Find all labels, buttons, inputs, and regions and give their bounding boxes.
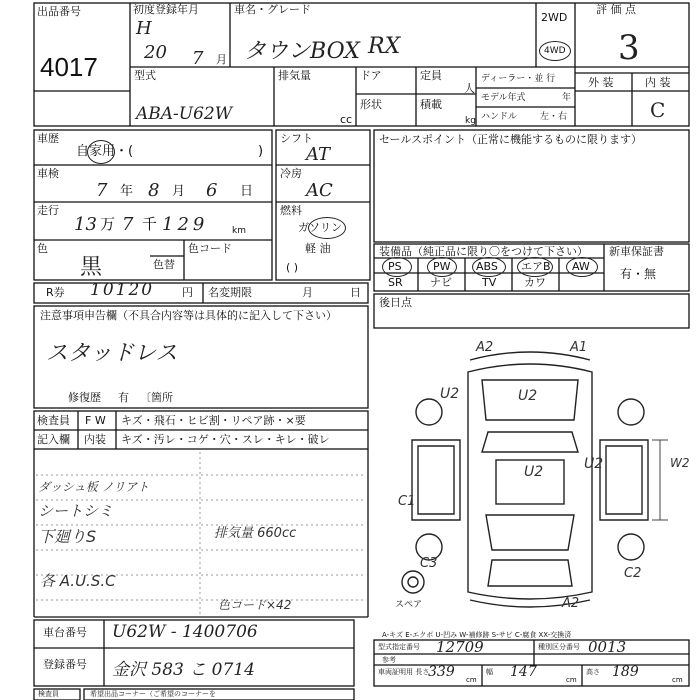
displacement-label: 排気量 [278, 69, 311, 82]
inspection-year: 7 [96, 180, 108, 201]
warranty-value: 有・無 [620, 267, 657, 281]
note-line-4: 各 A.U.S.C [40, 572, 116, 590]
model-year-label: モデル年式 [481, 93, 526, 103]
equipment-sr: SR [388, 276, 403, 289]
deadline-day: 日 [350, 286, 361, 299]
damage-legend: A-キズ E-エクボ U-凹み W-補修跡 S-サビ C-腐食 XX-交換済 [382, 631, 572, 639]
equipment-tv: TV [482, 276, 497, 289]
first-reg-label: 初度登録年月 [133, 3, 199, 16]
mileage-man: 13 [74, 214, 97, 235]
year-unit: 年 [562, 93, 572, 103]
sales-point-label: セールスポイント（正常に機能するものに限ります） [379, 133, 643, 146]
model-cert-label: 型式指定番号 [378, 643, 420, 651]
dealer-label: ディーラー・並 行 [481, 74, 556, 84]
mileage-label: 走行 [37, 204, 59, 217]
handle-value: 左・右 [540, 112, 568, 122]
inspector-label: 検査員 [37, 414, 70, 427]
equipment-pw: PW [433, 260, 451, 273]
mark-c1: C1 [398, 494, 416, 509]
color-code-note: 色コード×42 [218, 598, 292, 612]
new-warranty-label: 新車保証書 [609, 245, 664, 258]
plate-label: 登録番号 [43, 658, 87, 671]
exterior-label: 外 装 [588, 76, 614, 89]
inspector-fw-text: キズ・飛石・ヒビ割・リペア跡・×要 [121, 414, 306, 427]
deadline-month: 月 [302, 286, 313, 299]
reg-year: 20 [144, 42, 167, 63]
mileage-km: km [232, 226, 246, 236]
load-label: 積載 [420, 98, 442, 111]
width-value: 147 [510, 664, 537, 680]
mileage-sen-unit: 千 [142, 215, 158, 233]
inspection-day: 6 [206, 180, 218, 201]
mileage-rest: 129 [162, 214, 209, 235]
car-name-label: 車名・グレード [234, 3, 311, 16]
width-label: 幅 [486, 668, 493, 676]
history-label: 車歴 [37, 132, 59, 145]
recycle-label: R券 [46, 286, 65, 299]
rating: 3 [618, 28, 640, 68]
inspector-fw: F W [85, 414, 106, 427]
color-code-label: 色コード [188, 242, 232, 255]
interior-label: 内 装 [645, 76, 671, 89]
inspector-interior: 内装 [84, 433, 106, 446]
footer-label: 検査員 [38, 690, 59, 698]
footer-text: 希望出品コーナー（ご希望のコーナーを [90, 690, 216, 698]
aircon-value: AC [306, 180, 333, 201]
fuel-paren: ( ) [286, 261, 299, 274]
mark-u2-front-left: U2 [440, 386, 460, 402]
chassis-value: U62W - 1400706 [112, 622, 258, 642]
fuel-gasoline-circle [308, 217, 346, 239]
shift-value: AT [306, 144, 331, 165]
reg-month: 7 [192, 48, 204, 69]
fuel-diesel: 軽 油 [305, 242, 331, 255]
recycle-value: 10120 [90, 280, 155, 300]
mark-w2: W2 [670, 456, 690, 470]
displacement-note: 排気量 660cc [214, 526, 297, 541]
history-close: ) [258, 144, 264, 159]
recycle-yen: 円 [182, 286, 193, 299]
width-cm: cm [566, 676, 577, 684]
equipment-ps-circle [382, 257, 412, 277]
lot-label: 出品番号 [37, 5, 81, 18]
equipment-abs: ABS [476, 260, 498, 273]
equipment-airbag-circle [517, 257, 553, 277]
chassis-label: 車台番号 [43, 626, 87, 639]
dimensions-note-label: 参考 [382, 656, 396, 664]
equipment-ps: PS [388, 260, 402, 273]
drive-4wd-circle [539, 41, 571, 61]
equipment-label: 装備品（純正品に限り〇をつけて下さい） [379, 245, 588, 258]
equipment-navi: ナビ [430, 276, 452, 289]
model-label: 型式 [134, 69, 156, 82]
aircon-label: 冷房 [280, 167, 302, 180]
shape-label: 形状 [360, 98, 382, 111]
notes-value: スタッドレス [46, 341, 178, 366]
model: ABA-U62W [136, 104, 233, 124]
length-cm: cm [466, 676, 477, 684]
inspection-label: 車検 [37, 167, 59, 180]
repair-value: 有 [118, 391, 129, 404]
door-label: ドア [360, 69, 382, 82]
equipment-leather: カワ [524, 276, 546, 289]
equipment-aw-circle [566, 257, 598, 277]
repair-location-label: 〔箇所 [140, 391, 173, 404]
shift-label: シフト [280, 132, 313, 145]
drive-4wd: 4WD [544, 46, 566, 56]
length-label: 車両証明用 長さ [378, 668, 430, 676]
rear-seat-label: 後日点 [379, 296, 412, 309]
repaint-label: 色替 [153, 258, 175, 271]
handle-label: ハンドル [481, 112, 518, 122]
equipment-abs-circle [472, 257, 506, 277]
rating-label: 評 価 点 [596, 3, 636, 16]
mark-a2-bottom: A2 [562, 596, 580, 611]
era: H [136, 18, 152, 39]
lot-number: 4017 [40, 52, 98, 82]
repair-label: 修復歴 [68, 391, 101, 404]
fuel-gasoline: ガソリン [298, 221, 342, 234]
persons-unit: 人 [464, 82, 475, 95]
interior-grade: C [650, 98, 666, 122]
height-value: 189 [612, 664, 639, 680]
note-line-3: 下廻りS [38, 527, 97, 546]
mark-a1-top: A1 [570, 340, 588, 355]
grade: RX [368, 34, 401, 59]
month-unit: 月 [216, 53, 227, 66]
drive-2wd: 2WD [541, 11, 568, 24]
mark-u2-front-right: U2 [518, 388, 538, 404]
history-circle [87, 140, 115, 164]
inspection-month-unit: 月 [172, 184, 186, 199]
inspection-year-unit: 年 [120, 184, 134, 199]
record-label: 記入欄 [37, 433, 70, 446]
fuel-label: 燃料 [280, 204, 302, 217]
height-label: 高さ [586, 668, 600, 676]
mark-c3: C3 [420, 556, 438, 571]
class-label: 種別区分番号 [538, 643, 580, 651]
height-cm: cm [672, 676, 683, 684]
model-cert-value: 12709 [436, 638, 484, 656]
color-label: 色 [37, 242, 48, 255]
note-line-1: ダッシュ板 ノリアト [38, 480, 150, 494]
mileage-sen: 7 [122, 214, 134, 235]
length-value: 339 [428, 664, 455, 680]
mark-c2: C2 [624, 566, 642, 581]
equipment-pw-circle [427, 257, 457, 277]
inspection-day-unit: 日 [240, 184, 254, 199]
mark-a2-top: A2 [476, 340, 494, 355]
inspection-month: 8 [148, 180, 160, 201]
cc-unit: cc [340, 113, 353, 126]
inspector-interior-text: キズ・汚レ・コゲ・穴・スレ・キレ・破レ [121, 433, 330, 446]
mileage-man-unit: 万 [100, 215, 116, 233]
class-value: 0013 [588, 638, 627, 656]
deadline-label: 名変期限 [208, 286, 252, 299]
mark-u2-center: U2 [524, 464, 544, 480]
color-value: 黒 [80, 255, 103, 280]
capacity-label: 定員 [420, 69, 442, 82]
kg-unit: kg [465, 116, 476, 126]
equipment-airbag: エアB [521, 260, 551, 273]
mark-u2-side: U2 [584, 456, 604, 472]
equipment-aw: AW [572, 260, 590, 273]
spare-label: スペア [395, 600, 423, 610]
car-name: タウンBOX [244, 39, 360, 64]
note-line-2: シートシミ [38, 502, 114, 520]
plate-value: 金沢 583 こ 0714 [112, 660, 255, 680]
history-value: 自家用・( [76, 144, 134, 159]
notes-label: 注意事項申告欄（不具合内容等は具体的に記入して下さい） [40, 309, 337, 322]
